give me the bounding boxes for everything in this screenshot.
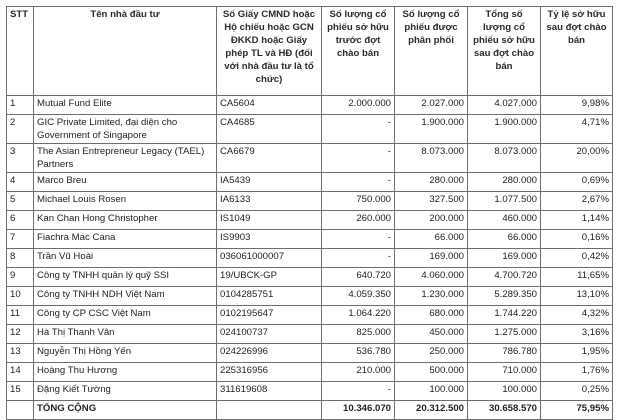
row-id-number: CA5604 xyxy=(217,96,322,115)
row-shares-distributed: 1.900.000 xyxy=(395,115,468,144)
row-investor-name: Công ty TNHH NDH Việt Nam xyxy=(34,287,217,306)
total-shares-before: 10.346.070 xyxy=(322,401,395,420)
row-shares-after: 8.073.000 xyxy=(468,144,541,173)
row-shares-distributed: 2.027.000 xyxy=(395,96,468,115)
row-id-number: IS9903 xyxy=(217,230,322,249)
row-ownership-pct: 0,16% xyxy=(541,230,613,249)
row-shares-after: 169.000 xyxy=(468,249,541,268)
row-shares-distributed: 450.000 xyxy=(395,325,468,344)
row-shares-before: 210.000 xyxy=(322,363,395,382)
row-stt: 14 xyxy=(7,363,34,382)
row-shares-before: - xyxy=(322,144,395,173)
row-shares-after: 5.289.350 xyxy=(468,287,541,306)
table-row xyxy=(7,363,613,382)
row-investor-name: GIC Private Limited, đại diện cho Government of Singapore xyxy=(34,115,217,144)
row-id-number: CA4685 xyxy=(217,115,322,144)
row-shares-after: 460.000 xyxy=(468,211,541,230)
row-shares-before: - xyxy=(322,382,395,401)
row-shares-before: - xyxy=(322,115,395,144)
table-row xyxy=(7,325,613,344)
row-id-number: 225316956 xyxy=(217,363,322,382)
row-investor-name: Michael Louis Rosen xyxy=(34,192,217,211)
table-row xyxy=(7,287,613,306)
total-id xyxy=(217,401,322,420)
row-shares-before: 825.000 xyxy=(322,325,395,344)
row-investor-name: Mutual Fund Elite xyxy=(34,96,217,115)
row-investor-name: Kan Chan Hong Christopher xyxy=(34,211,217,230)
row-shares-before: 2.000.000 xyxy=(322,96,395,115)
row-shares-before: 4.059.350 xyxy=(322,287,395,306)
header-investor-name: Tên nhà đầu tư xyxy=(34,7,217,96)
row-shares-before: - xyxy=(322,230,395,249)
row-ownership-pct: 4,32% xyxy=(541,306,613,325)
total-label: TỔNG CỘNG xyxy=(34,401,217,420)
row-shares-after: 1.744.220 xyxy=(468,306,541,325)
row-investor-name: Công ty CP CSC Việt Nam xyxy=(34,306,217,325)
row-shares-after: 710.000 xyxy=(468,363,541,382)
row-shares-before: - xyxy=(322,173,395,192)
row-stt: 1 xyxy=(7,96,34,115)
row-shares-distributed: 250.000 xyxy=(395,344,468,363)
row-id-number: 19/UBCK-GP xyxy=(217,268,322,287)
row-shares-distributed: 100.000 xyxy=(395,382,468,401)
row-shares-before: 1.064.220 xyxy=(322,306,395,325)
total-shares-after: 30.658.570 xyxy=(468,401,541,420)
row-id-number: 024100737 xyxy=(217,325,322,344)
header-shares-distributed: Số lượng cổ phiếu được phân phối xyxy=(395,7,468,96)
total-stt xyxy=(7,401,34,420)
row-stt: 7 xyxy=(7,230,34,249)
table-row xyxy=(7,173,613,192)
row-shares-after: 1.900.000 xyxy=(468,115,541,144)
table-row xyxy=(7,268,613,287)
row-shares-distributed: 200.000 xyxy=(395,211,468,230)
row-id-number: IS1049 xyxy=(217,211,322,230)
row-ownership-pct: 0,42% xyxy=(541,249,613,268)
row-stt: 13 xyxy=(7,344,34,363)
row-investor-name: Nguyễn Thị Hồng Yến xyxy=(34,344,217,363)
row-ownership-pct: 20,00% xyxy=(541,144,613,173)
row-id-number: 0104285751 xyxy=(217,287,322,306)
row-stt: 5 xyxy=(7,192,34,211)
row-ownership-pct: 2,67% xyxy=(541,192,613,211)
row-id-number: 0102195647 xyxy=(217,306,322,325)
row-investor-name: Marco Breu xyxy=(34,173,217,192)
row-shares-distributed: 8.073.000 xyxy=(395,144,468,173)
row-shares-after: 66.000 xyxy=(468,230,541,249)
table-row xyxy=(7,115,613,144)
row-stt: 11 xyxy=(7,306,34,325)
total-shares-distributed: 20.312.500 xyxy=(395,401,468,420)
row-stt: 4 xyxy=(7,173,34,192)
table-row xyxy=(7,230,613,249)
header-shares-before: Số lượng cổ phiếu sở hữu trước đợt chào bán xyxy=(322,7,395,96)
table-row xyxy=(7,306,613,325)
row-investor-name: Fiachra Mac Cana xyxy=(34,230,217,249)
row-shares-after: 786.780 xyxy=(468,344,541,363)
row-ownership-pct: 9,98% xyxy=(541,96,613,115)
row-shares-distributed: 66.000 xyxy=(395,230,468,249)
row-shares-after: 280.000 xyxy=(468,173,541,192)
row-shares-after: 4.700.720 xyxy=(468,268,541,287)
total-ownership-pct: 75,95% xyxy=(541,401,613,420)
header-stt: STT xyxy=(7,7,34,96)
row-id-number: CA6679 xyxy=(217,144,322,173)
row-shares-after: 4.027.000 xyxy=(468,96,541,115)
header-shares-total-after: Tổng số lượng cổ phiếu sở hữu sau đợt chào bán xyxy=(468,7,541,96)
row-shares-distributed: 280.000 xyxy=(395,173,468,192)
row-id-number: 036061000007 xyxy=(217,249,322,268)
investor-table xyxy=(6,6,613,420)
row-stt: 9 xyxy=(7,268,34,287)
row-stt: 8 xyxy=(7,249,34,268)
row-shares-distributed: 169.000 xyxy=(395,249,468,268)
row-investor-name: Công ty TNHH quản lý quỹ SSI xyxy=(34,268,217,287)
row-shares-before: 640.720 xyxy=(322,268,395,287)
row-id-number: IA5439 xyxy=(217,173,322,192)
row-stt: 6 xyxy=(7,211,34,230)
row-investor-name: Trần Vũ Hoài xyxy=(34,249,217,268)
table-row xyxy=(7,211,613,230)
row-stt: 15 xyxy=(7,382,34,401)
row-shares-after: 100.000 xyxy=(468,382,541,401)
table-row xyxy=(7,96,613,115)
row-stt: 10 xyxy=(7,287,34,306)
row-ownership-pct: 11,65% xyxy=(541,268,613,287)
row-shares-before: 750.000 xyxy=(322,192,395,211)
header-ownership-pct: Tỷ lệ sở hữu sau đợt chào bán xyxy=(541,7,613,96)
header-row xyxy=(7,7,613,96)
row-stt: 12 xyxy=(7,325,34,344)
row-ownership-pct: 1,14% xyxy=(541,211,613,230)
table-row xyxy=(7,344,613,363)
row-shares-after: 1.275.000 xyxy=(468,325,541,344)
row-investor-name: Hoàng Thu Hương xyxy=(34,363,217,382)
row-ownership-pct: 4,71% xyxy=(541,115,613,144)
row-shares-distributed: 4.060.000 xyxy=(395,268,468,287)
row-shares-before: 260.000 xyxy=(322,211,395,230)
row-ownership-pct: 1,76% xyxy=(541,363,613,382)
row-stt: 2 xyxy=(7,115,34,144)
total-row xyxy=(7,401,613,420)
row-investor-name: The Asian Entrepreneur Legacy (TAEL) Partners xyxy=(34,144,217,173)
table-row xyxy=(7,382,613,401)
row-ownership-pct: 13,10% xyxy=(541,287,613,306)
row-shares-distributed: 327.500 xyxy=(395,192,468,211)
table-row xyxy=(7,144,613,173)
row-shares-distributed: 1.230.000 xyxy=(395,287,468,306)
row-investor-name: Hà Thị Thanh Vân xyxy=(34,325,217,344)
row-ownership-pct: 3,16% xyxy=(541,325,613,344)
row-ownership-pct: 0,69% xyxy=(541,173,613,192)
row-investor-name: Đặng Kiết Tường xyxy=(34,382,217,401)
row-ownership-pct: 0,25% xyxy=(541,382,613,401)
row-shares-before: 536.780 xyxy=(322,344,395,363)
row-shares-before: - xyxy=(322,249,395,268)
row-stt: 3 xyxy=(7,144,34,173)
header-id-number: Số Giấy CMND hoặc Hộ chiếu hoặc GCN ĐKKD hoặc Giấy phép TL và HĐ (đối với nhà đầu tư là tổ chức) xyxy=(217,7,322,96)
row-id-number: 311619608 xyxy=(217,382,322,401)
row-id-number: IA6133 xyxy=(217,192,322,211)
row-shares-after: 1.077.500 xyxy=(468,192,541,211)
row-shares-distributed: 680.000 xyxy=(395,306,468,325)
row-shares-distributed: 500.000 xyxy=(395,363,468,382)
table-row xyxy=(7,192,613,211)
row-id-number: 024226996 xyxy=(217,344,322,363)
table-row xyxy=(7,249,613,268)
row-ownership-pct: 1,95% xyxy=(541,344,613,363)
